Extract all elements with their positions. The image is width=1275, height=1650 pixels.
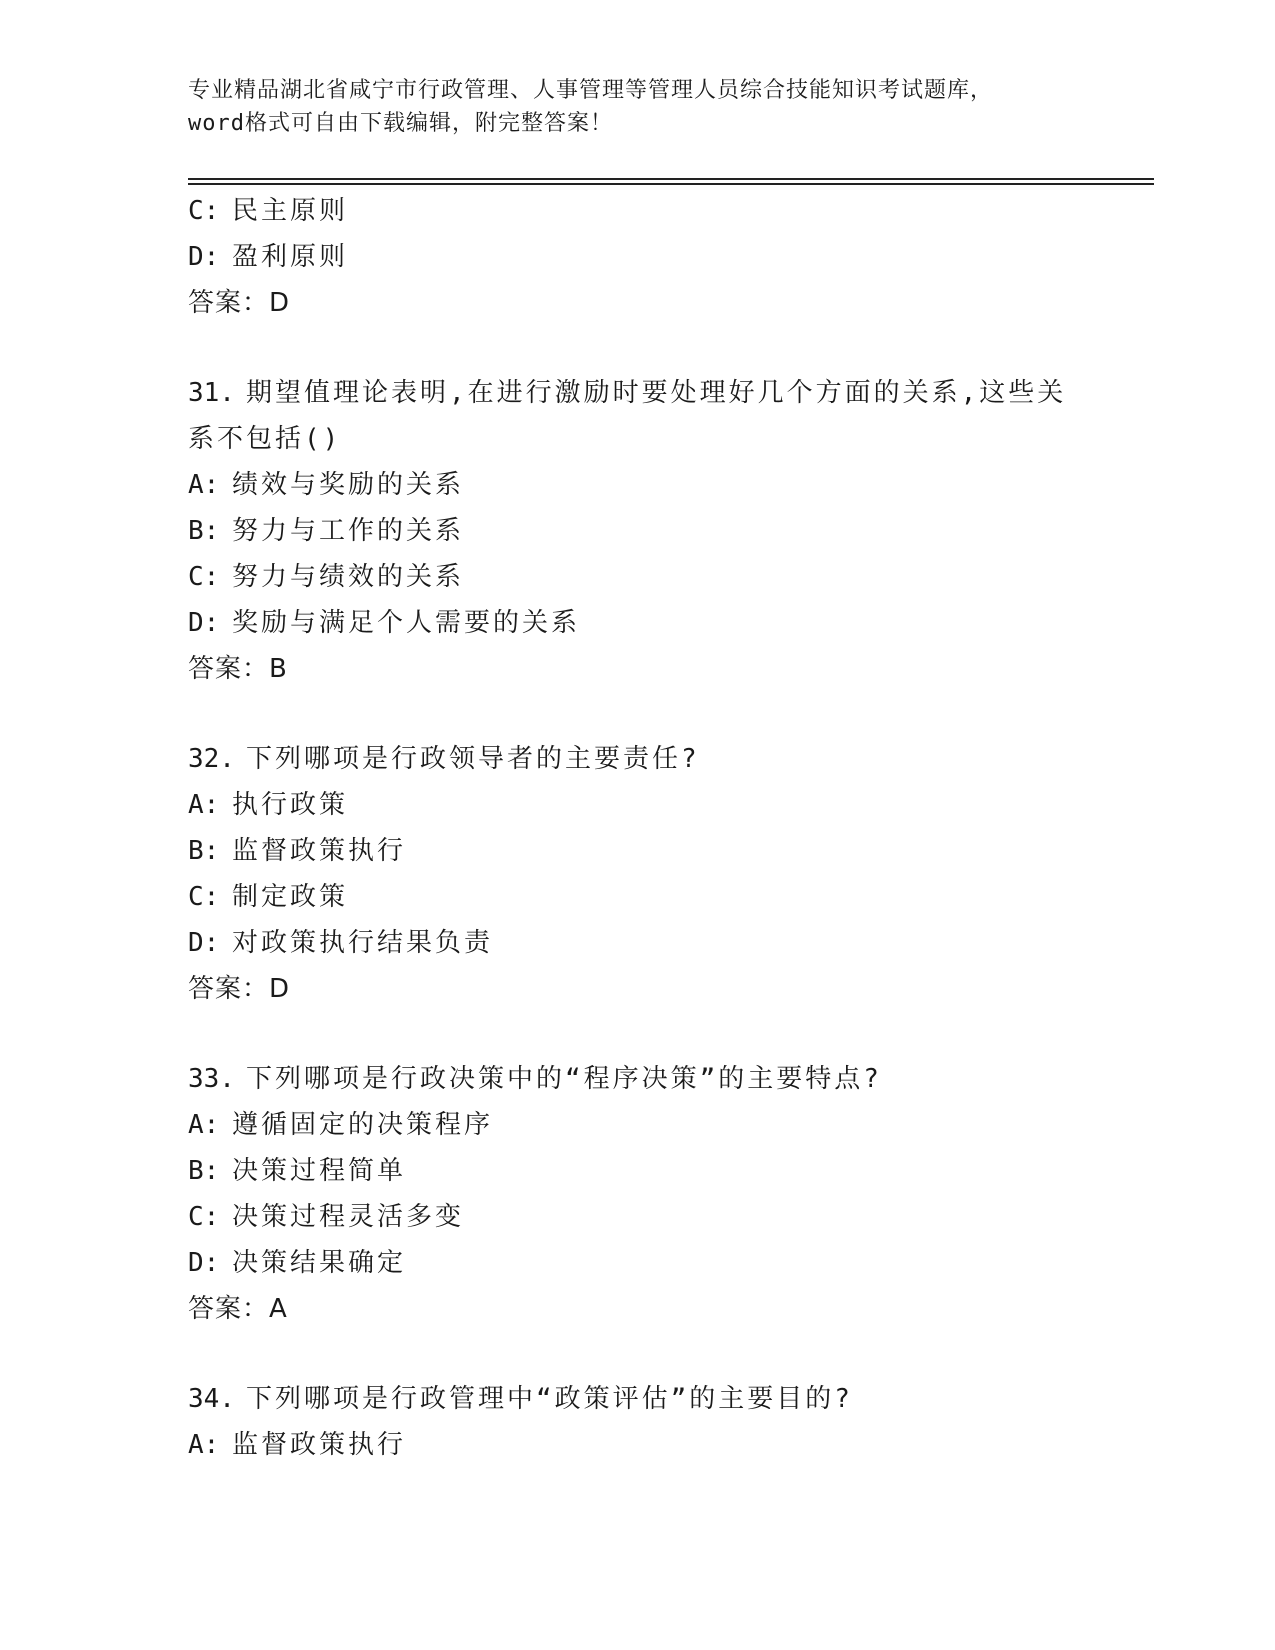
question-text: [188, 1376, 1088, 1422]
question-content: [188, 188, 1088, 1468]
option-label: C:: [188, 882, 220, 912]
answer-line: 答案：A: [188, 1294, 288, 1324]
question-text-line: 下列哪项是行政管理中“政策评估”的主要目的?: [246, 1384, 853, 1414]
option-label: A:: [188, 470, 220, 500]
option-label: D:: [188, 928, 220, 958]
answer-line: 答案：D: [188, 974, 291, 1004]
option-label: D:: [188, 1248, 220, 1278]
option-line: [188, 600, 1088, 646]
question-number: 32.: [188, 744, 235, 774]
option-text: 遵循固定的决策程序: [232, 1110, 494, 1140]
document-header: [188, 74, 1108, 140]
option-text: 监督政策执行: [232, 1430, 407, 1460]
question-text: [188, 736, 1088, 782]
option-line: [188, 1422, 1088, 1468]
option-line: [188, 508, 1088, 554]
option-line: [188, 1194, 1088, 1240]
option-text: 监督政策执行: [232, 836, 407, 866]
option-line: [188, 828, 1088, 874]
option-label: C:: [188, 562, 220, 592]
option-line: [188, 188, 1088, 234]
option-text: 执行政策: [232, 790, 349, 820]
question-text-line: 期望值理论表明,在进行激励时要处理好几个方面的关系,这些关: [246, 378, 1067, 408]
header-line-2: word格式可自由下载编辑，附完整答案！: [188, 111, 613, 136]
header-divider-top: [188, 178, 1154, 180]
option-line: [188, 874, 1088, 920]
header-divider-bottom: [188, 183, 1154, 185]
answer-line: 答案：D: [188, 288, 291, 318]
option-line: [188, 1102, 1088, 1148]
question-text-line: 下列哪项是行政领导者的主要责任?: [246, 744, 700, 774]
option-text: 制定政策: [232, 882, 349, 912]
option-text: 绩效与奖励的关系: [232, 470, 465, 500]
option-line: [188, 920, 1088, 966]
option-text: 奖励与满足个人需要的关系: [232, 608, 581, 638]
question-text: [188, 1056, 1088, 1102]
option-text: 盈利原则: [232, 242, 349, 272]
option-text: 决策过程灵活多变: [232, 1202, 465, 1232]
option-text: 决策过程简单: [232, 1156, 407, 1186]
option-label: A:: [188, 1430, 220, 1460]
option-line: [188, 462, 1088, 508]
question-number: 33.: [188, 1064, 235, 1094]
option-label: D:: [188, 242, 220, 272]
option-line: [188, 1240, 1088, 1286]
option-text: 对政策执行结果负责: [232, 928, 494, 958]
answer-line: 答案：B: [188, 654, 288, 684]
option-label: B:: [188, 516, 220, 546]
option-line: [188, 1148, 1088, 1194]
option-label: C:: [188, 1202, 220, 1232]
question-text: [188, 370, 1088, 416]
option-text: 努力与工作的关系: [232, 516, 465, 546]
option-line: [188, 554, 1088, 600]
header-line-1: 专业精品湖北省咸宁市行政管理、人事管理等管理人员综合技能知识考试题库，: [188, 78, 994, 103]
option-text: 民主原则: [232, 196, 349, 226]
option-label: B:: [188, 836, 220, 866]
question-number: 31.: [188, 378, 235, 408]
option-text: 决策结果确定: [232, 1248, 407, 1278]
option-label: D:: [188, 608, 220, 638]
question-text-line: 下列哪项是行政决策中的“程序决策”的主要特点?: [246, 1064, 882, 1094]
question-text-continued: 系不包括(): [188, 424, 342, 454]
option-label: C:: [188, 196, 220, 226]
option-label: B:: [188, 1156, 220, 1186]
option-line: [188, 782, 1088, 828]
option-text: 努力与绩效的关系: [232, 562, 465, 592]
option-label: A:: [188, 790, 220, 820]
question-number: 34.: [188, 1384, 235, 1414]
option-line: [188, 234, 1088, 280]
option-label: A:: [188, 1110, 220, 1140]
